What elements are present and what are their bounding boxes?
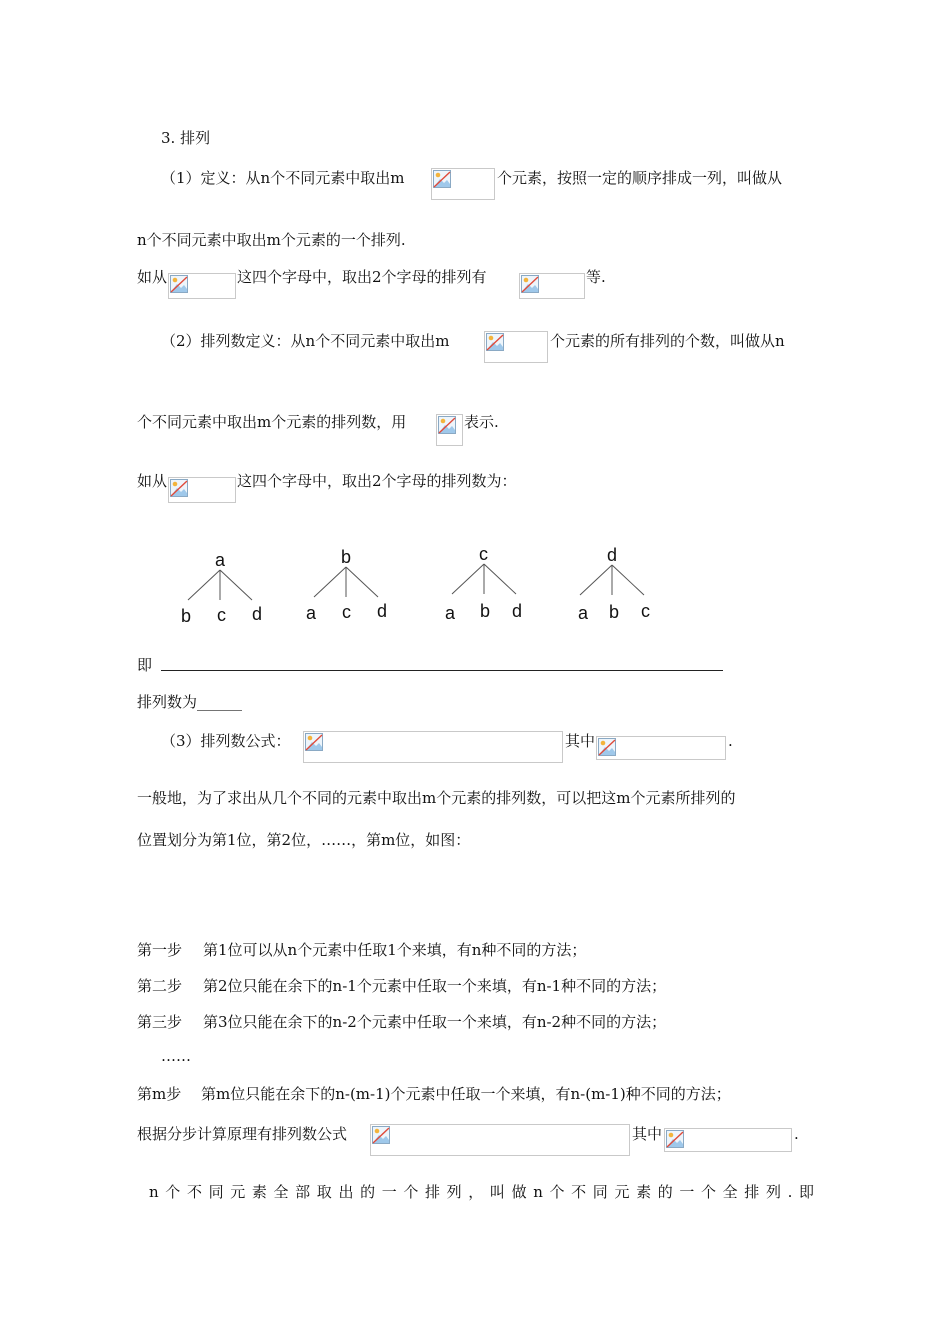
formula-prefix: （3）排列数公式：: [161, 732, 291, 750]
broken-image-icon: [598, 738, 616, 756]
formula-image: [596, 736, 726, 760]
answer-blank-line: [161, 670, 723, 671]
count-label: 排列数为______: [137, 693, 243, 711]
tree-b: [306, 547, 387, 623]
step-1-text: 第1位可以从n个元素中任取1个来填，有n种不同的方法；: [203, 941, 587, 959]
broken-image-icon: [305, 733, 323, 751]
step-2-label: 第二步: [137, 977, 183, 995]
tree-leaf: c: [641, 601, 650, 621]
general-line-1: 一般地，为了求出从几个不同的元素中取出m个元素的排列数，可以把这m个元素所排列的: [137, 789, 736, 807]
definition-1-prefix: （1）定义：从n个不同元素中取出m: [161, 169, 405, 187]
formula-where: 其中: [565, 732, 596, 750]
tree-root: c: [479, 544, 488, 564]
definition-2-line2-suffix: 表示.: [464, 413, 499, 431]
tree-leaf: b: [181, 606, 192, 626]
tree-leaf: d: [377, 601, 388, 621]
formula-image: [370, 1124, 630, 1156]
tree-c: [445, 544, 522, 623]
tree-leaf: d: [512, 601, 523, 621]
step-m-text: 第m位只能在余下的n-(m-1)个元素中任取一个来填，有n-(m-1)种不同的方法；: [201, 1085, 731, 1103]
tree-leaf: a: [306, 603, 317, 623]
section-heading: 3. 排列: [161, 129, 211, 147]
full-permutation-text: n个不同元素全部取出的一个排列，叫做n个不同元素的一个全排列.即: [149, 1183, 814, 1201]
tree-leaf: d: [252, 604, 263, 624]
tree-root: d: [607, 545, 618, 565]
step-m-label: 第m步: [137, 1085, 182, 1103]
tree-root: b: [341, 547, 352, 567]
broken-image-icon: [666, 1130, 684, 1148]
formula2-where: 其中: [632, 1125, 663, 1143]
definition-2-prefix: （2）排列数定义：从n个不同元素中取出m: [161, 332, 450, 350]
formula-end: .: [728, 732, 733, 750]
tree-leaf: c: [217, 605, 226, 625]
tree-a: [181, 550, 262, 626]
definition-1-line2: n个不同元素中取出m个元素的一个排列.: [137, 231, 406, 249]
formula-image: [303, 731, 563, 763]
definition-1-suffix: 个元素，按照一定的顺序排成一列，叫做从: [497, 169, 783, 187]
tree-leaf: b: [480, 601, 491, 621]
tree-leaf: a: [445, 603, 456, 623]
example-1-prefix: 如从: [137, 268, 168, 286]
definition-2-suffix: 个元素的所有排列的个数，叫做从n: [550, 332, 785, 350]
example-2-suffix: 这四个字母中，取出2个字母的排列数为：: [237, 472, 517, 490]
step-2-text: 第2位只能在余下的n-1个元素中任取一个来填，有n-1种不同的方法；: [203, 977, 667, 995]
formula-image: [664, 1128, 792, 1152]
tree-root: a: [215, 550, 226, 570]
formula2-end: .: [794, 1125, 799, 1143]
example-1-middle: 这四个字母中，取出2个字母的排列有: [237, 268, 487, 286]
definition-2-line2-prefix: 个不同元素中取出m个元素的排列数，用: [137, 413, 407, 431]
ji-label: 即: [137, 656, 153, 674]
general-line-2: 位置划分为第1位，第2位，……，第m位，如图：: [137, 831, 471, 849]
step-ellipsis: ……: [161, 1047, 191, 1065]
formula2-prefix: 根据分步计算原理有排列数公式: [137, 1125, 348, 1143]
tree-d: [578, 545, 650, 623]
step-3-label: 第三步: [137, 1013, 183, 1031]
broken-image-icon: [372, 1126, 390, 1144]
step-1-label: 第一步: [137, 941, 183, 959]
permutation-tree-diagram: [0, 0, 950, 640]
step-3-text: 第3位只能在余下的n-2个元素中任取一个来填，有n-2种不同的方法；: [203, 1013, 667, 1031]
tree-leaf: a: [578, 603, 589, 623]
example-2-prefix: 如从: [137, 472, 168, 490]
tree-leaf: c: [342, 602, 351, 622]
example-1-suffix: 等.: [586, 268, 606, 286]
tree-leaf: b: [609, 602, 620, 622]
